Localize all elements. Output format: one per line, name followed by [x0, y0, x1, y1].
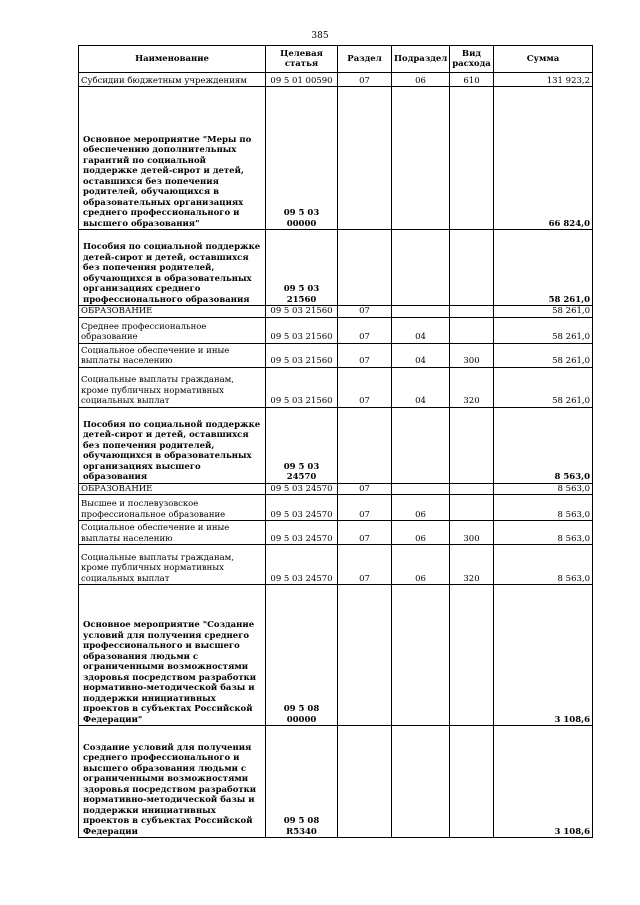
row-code-cell: 09 5 03 21560 — [266, 306, 338, 318]
table-row — [79, 545, 593, 585]
row-subsection-cell: 06 — [392, 545, 450, 585]
row-amount-cell: 3 108,6 — [494, 726, 593, 838]
table-row — [79, 483, 593, 495]
row-expense-type-cell: 610 — [450, 73, 494, 87]
row-expense-type-cell — [450, 87, 494, 230]
table-row — [79, 585, 593, 726]
row-amount-cell: 58 261,0 — [494, 306, 593, 318]
row-section-cell: 07 — [338, 521, 392, 545]
header-name: Наименование — [79, 46, 266, 73]
row-subsection-cell — [392, 87, 450, 230]
row-section-cell: 07 — [338, 343, 392, 367]
row-subsection-cell: 04 — [392, 367, 450, 407]
row-subsection-cell: 04 — [392, 317, 450, 343]
table-row — [79, 317, 593, 343]
row-name-cell: Социальные выплаты гражданам, кроме публичных нормативных социальных выплат — [79, 367, 266, 407]
row-section-cell: 07 — [338, 483, 392, 495]
row-expense-type-cell: 320 — [450, 367, 494, 407]
row-subsection-cell — [392, 585, 450, 726]
table-row — [79, 87, 593, 230]
row-amount-cell: 8 563,0 — [494, 521, 593, 545]
row-subsection-cell: 06 — [392, 521, 450, 545]
row-section-cell: 07 — [338, 73, 392, 87]
row-expense-type-cell — [450, 495, 494, 521]
row-expense-type-cell: 300 — [450, 521, 494, 545]
row-code-cell: 09 5 03 21560 — [266, 230, 338, 306]
row-expense-type-cell — [450, 585, 494, 726]
row-section-cell — [338, 726, 392, 838]
row-section-cell: 07 — [338, 495, 392, 521]
row-name-cell: Пособия по социальной поддержке детей-сирот и детей, оставшихся без попечения родителей, обучающихся в образовательных организациях среднего профессионального образования — [79, 230, 266, 306]
row-amount-cell: 8 563,0 — [494, 483, 593, 495]
table-row — [79, 230, 593, 306]
table-row — [79, 367, 593, 407]
row-code-cell: 09 5 03 24570 — [266, 521, 338, 545]
row-amount-cell: 58 261,0 — [494, 367, 593, 407]
row-amount-cell: 58 261,0 — [494, 343, 593, 367]
row-code-cell: 09 5 03 00000 — [266, 87, 338, 230]
row-amount-cell: 58 261,0 — [494, 317, 593, 343]
row-code-cell: 09 5 03 21560 — [266, 343, 338, 367]
header-expense-type: Вид расхода — [450, 46, 494, 73]
table-row — [79, 726, 593, 838]
table-row — [79, 495, 593, 521]
row-code-cell: 09 5 03 21560 — [266, 367, 338, 407]
row-subsection-cell: 04 — [392, 343, 450, 367]
row-expense-type-cell — [450, 726, 494, 838]
row-subsection-cell — [392, 726, 450, 838]
row-name-cell: Среднее профессиональное образование — [79, 317, 266, 343]
row-expense-type-cell — [450, 483, 494, 495]
page-number: 385 — [311, 31, 329, 41]
row-section-cell: 07 — [338, 545, 392, 585]
row-expense-type-cell — [450, 306, 494, 318]
row-amount-cell: 8 563,0 — [494, 495, 593, 521]
row-name-cell: ОБРАЗОВАНИЕ — [79, 306, 266, 318]
row-section-cell — [338, 87, 392, 230]
row-expense-type-cell: 320 — [450, 545, 494, 585]
row-section-cell — [338, 407, 392, 483]
row-section-cell — [338, 230, 392, 306]
row-section-cell: 07 — [338, 306, 392, 318]
row-name-cell: Высшее и послевузовское профессиональное образование — [79, 495, 266, 521]
header-section: Раздел — [338, 46, 392, 73]
row-name-cell: Субсидии бюджетным учреждениям — [79, 73, 266, 87]
row-amount-cell: 8 563,0 — [494, 407, 593, 483]
row-amount-cell: 131 923,2 — [494, 73, 593, 87]
header-amount: Сумма — [494, 46, 593, 73]
row-amount-cell: 66 824,0 — [494, 87, 593, 230]
row-expense-type-cell — [450, 230, 494, 306]
row-amount-cell: 58 261,0 — [494, 230, 593, 306]
row-amount-cell: 3 108,6 — [494, 585, 593, 726]
row-name-cell: Социальные выплаты гражданам, кроме публичных нормативных социальных выплат — [79, 545, 266, 585]
row-name-cell: ОБРАЗОВАНИЕ — [79, 483, 266, 495]
row-code-cell: 09 5 03 24570 — [266, 407, 338, 483]
row-code-cell: 09 5 08 R5340 — [266, 726, 338, 838]
row-subsection-cell: 06 — [392, 495, 450, 521]
header-subsection: Подраздел — [392, 46, 450, 73]
row-expense-type-cell — [450, 317, 494, 343]
row-name-cell: Основное мероприятие "Меры по обеспечению дополнительных гарантий по социальной поддержке детей-сирот и детей, оставшихся без попечения родителей, обучающихся в образовательных организациях среднего профессионального и высшего образования" — [79, 87, 266, 230]
table-row — [79, 73, 593, 87]
row-subsection-cell — [392, 407, 450, 483]
row-subsection-cell — [392, 306, 450, 318]
row-code-cell: 09 5 01 00590 — [266, 73, 338, 87]
row-name-cell: Пособия по социальной поддержке детей-сирот и детей, оставшихся без попечения родителей, обучающихся в образовательных организациях высшего образования — [79, 407, 266, 483]
row-subsection-cell — [392, 483, 450, 495]
row-subsection-cell: 06 — [392, 73, 450, 87]
row-section-cell: 07 — [338, 317, 392, 343]
row-subsection-cell — [392, 230, 450, 306]
row-code-cell: 09 5 08 00000 — [266, 585, 338, 726]
row-amount-cell: 8 563,0 — [494, 545, 593, 585]
row-section-cell: 07 — [338, 367, 392, 407]
row-section-cell — [338, 585, 392, 726]
table-row — [79, 407, 593, 483]
row-expense-type-cell: 300 — [450, 343, 494, 367]
row-code-cell: 09 5 03 24570 — [266, 483, 338, 495]
table-row — [79, 343, 593, 367]
header-code: Целевая статья — [266, 46, 338, 73]
budget-table — [78, 45, 593, 838]
row-code-cell: 09 5 03 24570 — [266, 545, 338, 585]
row-expense-type-cell — [450, 407, 494, 483]
table-row — [79, 521, 593, 545]
row-name-cell: Социальное обеспечение и иные выплаты населению — [79, 343, 266, 367]
table-row — [79, 306, 593, 318]
row-name-cell: Создание условий для получения среднего профессионального и высшего образования людьми с ограниченными возможностями здоровья посредством разработки нормативно-методической базы и поддержки инициативных проектов в субъектах Российской Федерации — [79, 726, 266, 838]
row-code-cell: 09 5 03 21560 — [266, 317, 338, 343]
row-name-cell: Основное мероприятие "Создание условий для получения среднего профессионального и высшего образования людьми с ограниченными возможностями здоровья посредством разработки нормативно-методической базы и поддержки инициативных проектов в субъектах Российской Федерации" — [79, 585, 266, 726]
row-code-cell: 09 5 03 24570 — [266, 495, 338, 521]
row-name-cell: Социальное обеспечение и иные выплаты населению — [79, 521, 266, 545]
